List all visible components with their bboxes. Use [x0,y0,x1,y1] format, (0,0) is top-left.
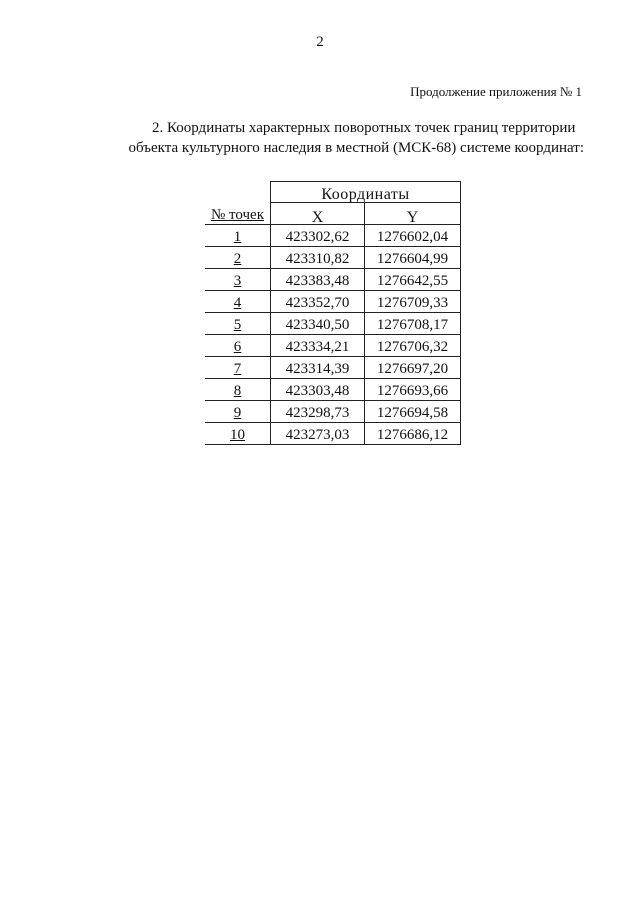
point-number-cell: 3 [205,268,271,290]
x-coordinate-cell: 423310,82 [271,246,365,268]
point-number-cell: 2 [205,246,271,268]
point-number-cell: 6 [205,334,271,356]
x-coordinate-cell: 423383,48 [271,268,365,290]
appendix-continuation-label: Продолжение приложения № 1 [410,84,582,99]
point-number-cell: 4 [205,290,271,312]
x-coordinate-cell: 423273,03 [271,422,365,444]
page-number: 2 [316,34,324,50]
table-row [205,224,461,246]
point-number-cell: 7 [205,356,271,378]
point-number-cell: 5 [205,312,271,334]
table-header-row-axes [205,203,461,225]
table-row [205,400,461,422]
point-number-cell: 8 [205,378,271,400]
table-row [205,378,461,400]
y-coordinate-cell: 1276686,12 [365,422,461,444]
x-coordinate-cell: 423340,50 [271,312,365,334]
point-number-cell: 1 [205,224,271,246]
y-coordinate-cell: 1276693,66 [365,378,461,400]
coordinates-table [205,181,461,445]
table-row [205,268,461,290]
x-column-header: X [271,203,365,225]
table-header-row-group [205,182,461,203]
section-heading-line-1: 2. Координаты характерных поворотных точек границ территории [152,120,576,136]
table-row [205,290,461,312]
y-coordinate-cell: 1276602,04 [365,224,461,246]
y-coordinate-cell: 1276706,32 [365,334,461,356]
table-row [205,356,461,378]
table-row [205,422,461,444]
table-row [205,312,461,334]
y-coordinate-cell: 1276642,55 [365,268,461,290]
point-number-header: № точек [205,203,271,225]
y-column-header: Y [365,203,461,225]
point-number-cell: 10 [205,422,271,444]
point-number-cell: 9 [205,400,271,422]
x-coordinate-cell: 423302,62 [271,224,365,246]
y-coordinate-cell: 1276709,33 [365,290,461,312]
y-coordinate-cell: 1276604,99 [365,246,461,268]
x-coordinate-cell: 423303,48 [271,378,365,400]
section-heading [118,118,584,158]
x-coordinate-cell: 423334,21 [271,334,365,356]
x-coordinate-cell: 423314,39 [271,356,365,378]
section-heading-line-2: объекта культурного наследия в местной (МСК-68) системе координат: [128,140,584,156]
x-coordinate-cell: 423352,70 [271,290,365,312]
table-row [205,246,461,268]
table-row [205,334,461,356]
y-coordinate-cell: 1276708,17 [365,312,461,334]
x-coordinate-cell: 423298,73 [271,400,365,422]
y-coordinate-cell: 1276694,58 [365,400,461,422]
y-coordinate-cell: 1276697,20 [365,356,461,378]
coordinates-group-header: Координаты [271,182,461,203]
